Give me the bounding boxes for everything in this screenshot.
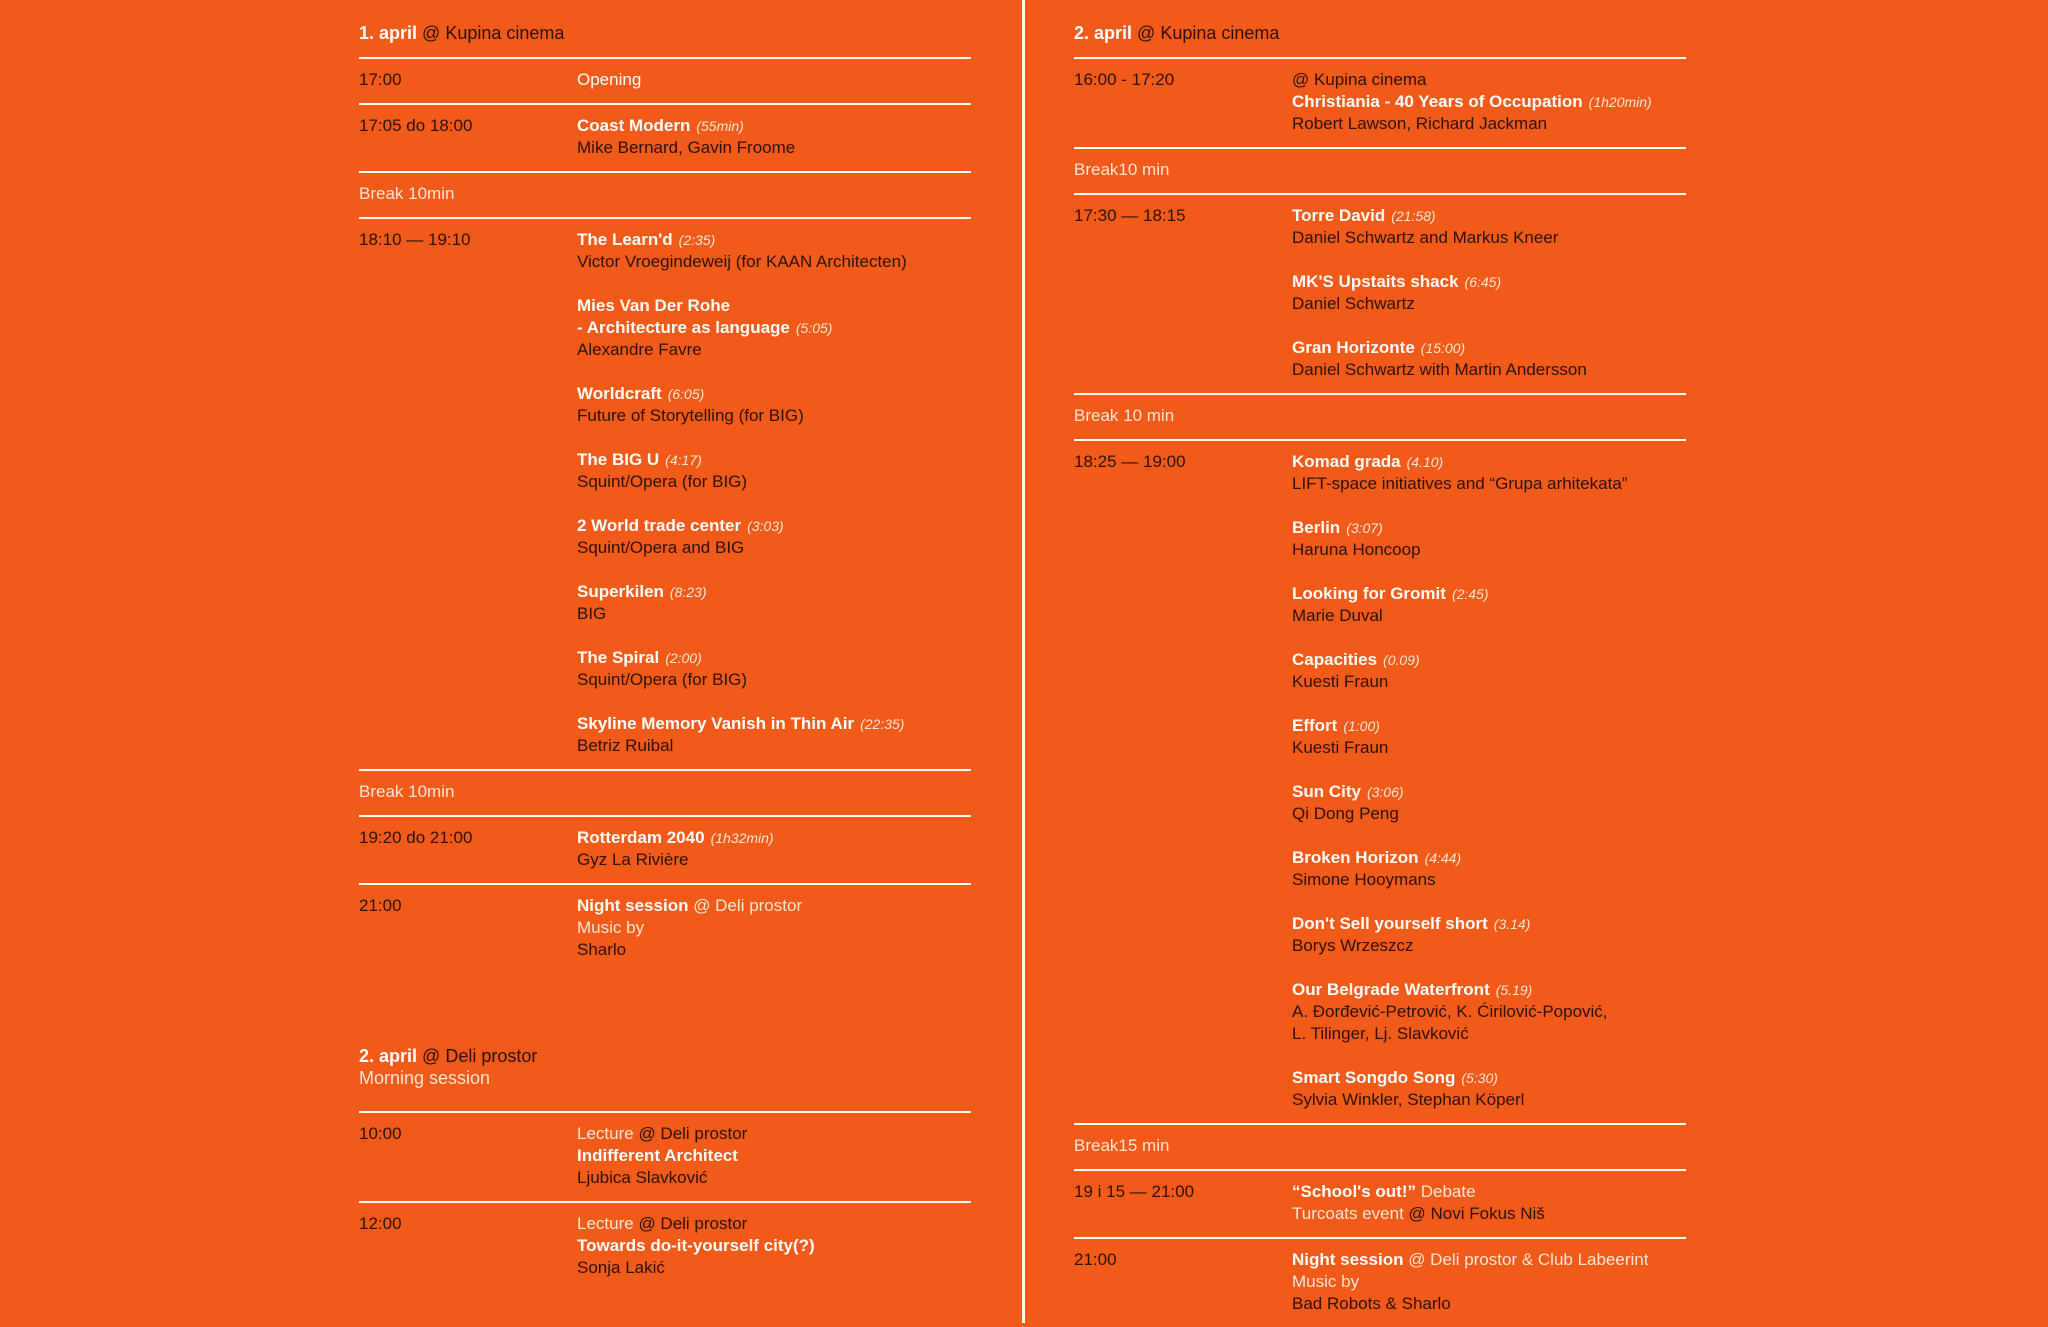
break-row xyxy=(359,771,971,815)
lecture-line xyxy=(577,1213,971,1235)
film-credit: Robert Lawson, Richard Jackman xyxy=(1292,114,1548,133)
lecture-item xyxy=(577,1213,971,1279)
lecture-item xyxy=(577,1123,971,1189)
break-label: Break15 min xyxy=(1074,1136,1170,1155)
break-label: Break 10 min xyxy=(1074,406,1175,425)
film-duration: (8:23) xyxy=(669,584,707,600)
music-artist: Sharlo xyxy=(577,940,627,959)
day-date: 2. april xyxy=(1074,23,1133,43)
debate-type: Debate xyxy=(1420,1182,1476,1201)
film-duration: (15:00) xyxy=(1420,340,1466,356)
opening-label: Opening xyxy=(577,70,642,89)
film-duration: (5.19) xyxy=(1495,982,1533,998)
film-title: Rotterdam 2040 xyxy=(577,828,705,847)
music-by-label: Music by xyxy=(577,918,645,937)
film-duration: (55min) xyxy=(696,118,744,134)
right-column xyxy=(1074,0,1686,1327)
film-duration: (6:05) xyxy=(667,386,705,402)
film-credit: Alexandre Favre xyxy=(577,340,702,359)
schedule-row xyxy=(359,1113,971,1201)
film-duration: (21:58) xyxy=(1391,208,1436,224)
schedule-row xyxy=(1074,1171,1686,1237)
film-credit: Betriz Ruibal xyxy=(577,736,674,755)
time-slot: 10:00 xyxy=(359,1124,402,1143)
film-title: Komad grada xyxy=(1292,452,1401,471)
film-item xyxy=(577,383,971,427)
film-item xyxy=(1292,781,1686,825)
film-duration: (2:00) xyxy=(665,650,702,666)
film-title: Skyline Memory Vanish in Thin Air xyxy=(577,714,855,733)
film-duration: (4:17) xyxy=(665,452,702,468)
film-credit: Borys Wrzeszcz xyxy=(1292,936,1414,955)
film-credit: Daniel Schwartz xyxy=(1292,294,1415,313)
film-title: Mies Van Der Rohe xyxy=(577,296,731,315)
day-header-april-2 xyxy=(1074,0,1686,57)
debate-title: “School's out!” xyxy=(1292,1182,1416,1201)
film-duration: (6:45) xyxy=(1464,274,1502,290)
film-title: MK'S Upstaits shack xyxy=(1292,272,1459,291)
film-title: Torre David xyxy=(1292,206,1386,225)
film-item xyxy=(577,449,971,493)
film-credit: Simone Hooymans xyxy=(1292,870,1436,889)
night-session-item xyxy=(577,895,971,961)
left-column xyxy=(359,0,971,1291)
film-title: Looking for Gromit xyxy=(1292,584,1446,603)
film-duration: (1:00) xyxy=(1343,718,1380,734)
day-header-april-1 xyxy=(359,0,971,57)
film-credit: Kuesti Fraun xyxy=(1292,672,1389,691)
music-artist: Bad Robots & Sharlo xyxy=(1292,1294,1451,1313)
film-item xyxy=(577,295,971,361)
film-duration: (3:07) xyxy=(1346,520,1383,536)
film-title: Worldcraft xyxy=(577,384,662,403)
film-item xyxy=(1292,715,1686,759)
film-duration: (5:30) xyxy=(1461,1070,1498,1086)
film-duration: (4.10) xyxy=(1406,454,1444,470)
film-credit: Future of Storytelling (for BIG) xyxy=(577,406,804,425)
lecture-label: Lecture xyxy=(577,1214,634,1233)
film-item xyxy=(1292,1067,1686,1111)
film-item xyxy=(1292,69,1686,135)
film-duration: (2:45) xyxy=(1451,586,1489,602)
lecture-title: Towards do-it-yourself city(?) xyxy=(577,1236,815,1255)
day-venue: @ Kupina cinema xyxy=(422,23,565,43)
film-title: Don't Sell yourself short xyxy=(1292,914,1488,933)
music-by-label: Music by xyxy=(1292,1272,1360,1291)
film-item xyxy=(1292,913,1686,957)
film-duration: (1h20min) xyxy=(1588,94,1652,110)
schedule-row xyxy=(1074,1239,1686,1327)
film-title-line2: - Architecture as language xyxy=(577,318,790,337)
break-label: Break 10min xyxy=(359,184,455,203)
time-slot: 17:05 do 18:00 xyxy=(359,116,473,135)
debate-event: Turcoats event xyxy=(1292,1204,1404,1223)
film-duration: (22:35) xyxy=(860,716,905,732)
film-credit: Daniel Schwartz and Markus Kneer xyxy=(1292,228,1559,247)
film-title: The Spiral xyxy=(577,648,660,667)
film-credit: Qi Dong Peng xyxy=(1292,804,1399,823)
debate-event-line xyxy=(1292,1203,1686,1225)
film-title: Sun City xyxy=(1292,782,1361,801)
film-credit: Daniel Schwartz with Martin Andersson xyxy=(1292,360,1587,379)
schedule-row xyxy=(359,59,971,103)
lecture-line xyxy=(577,1123,971,1145)
film-item xyxy=(1292,583,1686,627)
film-title: Effort xyxy=(1292,716,1338,735)
time-slot: 18:25 — 19:00 xyxy=(1074,452,1186,471)
film-title: Our Belgrade Waterfront xyxy=(1292,980,1490,999)
film-item xyxy=(1292,979,1686,1045)
day-date: 1. april xyxy=(359,23,418,43)
night-session-title: Night session xyxy=(577,896,689,915)
film-credit: Gyz La Rivière xyxy=(577,850,689,869)
lecture-venue: @ Deli prostor xyxy=(638,1124,748,1143)
screening-venue: @ Kupina cinema xyxy=(1292,70,1427,89)
film-item xyxy=(577,515,971,559)
film-item xyxy=(577,713,971,757)
film-title: 2 World trade center xyxy=(577,516,742,535)
film-credit: LIFT-space initiatives and “Grupa arhitekata” xyxy=(1292,474,1628,493)
break-label: Break 10min xyxy=(359,782,455,801)
schedule-row xyxy=(359,817,971,883)
night-session-venue: @ Deli prostor xyxy=(693,896,803,915)
film-credit-line2: L. Tilinger, Lj. Slavković xyxy=(1292,1024,1469,1043)
night-session-venue: @ Deli prostor & Club Labeerint xyxy=(1408,1250,1649,1269)
time-slot: 12:00 xyxy=(359,1214,402,1233)
film-credit: Kuesti Fraun xyxy=(1292,738,1389,757)
film-item xyxy=(1292,337,1686,381)
day-date: 2. april xyxy=(359,1046,418,1066)
break-row xyxy=(359,173,971,217)
day-header-april-2-morning xyxy=(359,1045,971,1111)
schedule-row xyxy=(1074,195,1686,393)
film-title: Gran Horizonte xyxy=(1292,338,1415,357)
film-item xyxy=(577,647,971,691)
film-title: Capacities xyxy=(1292,650,1378,669)
film-duration: (3:06) xyxy=(1366,784,1404,800)
film-duration: (4:44) xyxy=(1424,850,1462,866)
debate-venue: @ Novi Fokus Niš xyxy=(1408,1204,1545,1223)
lecturer: Sonja Lakić xyxy=(577,1258,665,1277)
film-title: Berlin xyxy=(1292,518,1341,537)
time-slot: 18:10 — 19:10 xyxy=(359,230,471,249)
film-duration: (2:35) xyxy=(678,232,716,248)
film-credit: Victor Vroegindeweij (for KAAN Architecten) xyxy=(577,252,907,271)
film-credit: Mike Bernard, Gavin Froome xyxy=(577,138,796,157)
night-session-item xyxy=(1292,1249,1686,1315)
time-slot: 16:00 - 17:20 xyxy=(1074,70,1175,89)
film-title: Coast Modern xyxy=(577,116,691,135)
film-credit: Squint/Opera (for BIG) xyxy=(577,472,748,491)
time-slot: 21:00 xyxy=(1074,1250,1117,1269)
film-title: Smart Songdo Song xyxy=(1292,1068,1456,1087)
film-duration: (5:05) xyxy=(795,320,833,336)
center-divider xyxy=(1022,0,1025,1323)
film-title: The BIG U xyxy=(577,450,660,469)
day-venue: @ Deli prostor xyxy=(422,1046,538,1066)
debate-item xyxy=(1292,1181,1686,1225)
film-duration: (3.14) xyxy=(1493,916,1531,932)
schedule-row xyxy=(1074,441,1686,1123)
film-item xyxy=(1292,205,1686,249)
lecture-venue: @ Deli prostor xyxy=(638,1214,748,1233)
schedule-row xyxy=(359,105,971,171)
time-slot: 17:30 — 18:15 xyxy=(1074,206,1186,225)
film-credit: Marie Duval xyxy=(1292,606,1383,625)
session-subtitle: Morning session xyxy=(359,1068,491,1088)
film-duration: (3:03) xyxy=(747,518,784,534)
film-item xyxy=(577,229,971,273)
schedule-row xyxy=(359,885,971,973)
break-row xyxy=(1074,149,1686,193)
lecture-label: Lecture xyxy=(577,1124,634,1143)
schedule-row xyxy=(1074,59,1686,147)
film-title: The Learn'd xyxy=(577,230,673,249)
schedule-row xyxy=(359,219,971,769)
film-item xyxy=(577,827,971,871)
day-venue: @ Kupina cinema xyxy=(1137,23,1280,43)
film-credit: A. Đorđević-Petrović, K. Ćirilović-Popović, xyxy=(1292,1002,1608,1021)
night-session-title: Night session xyxy=(1292,1250,1404,1269)
film-credit: Squint/Opera and BIG xyxy=(577,538,745,557)
film-credit: Sylvia Winkler, Stephan Köperl xyxy=(1292,1090,1525,1109)
film-item xyxy=(1292,649,1686,693)
break-label: Break10 min xyxy=(1074,160,1170,179)
film-credit: Haruna Honcoop xyxy=(1292,540,1421,559)
time-slot: 17:00 xyxy=(359,70,402,89)
film-item xyxy=(1292,847,1686,891)
schedule-row xyxy=(359,1203,971,1291)
film-title: Christiania - 40 Years of Occupation xyxy=(1292,92,1583,111)
film-item xyxy=(1292,271,1686,315)
time-slot: 19:20 do 21:00 xyxy=(359,828,473,847)
film-item xyxy=(577,581,971,625)
film-credit: Squint/Opera (for BIG) xyxy=(577,670,748,689)
film-item xyxy=(1292,517,1686,561)
break-row xyxy=(1074,395,1686,439)
break-row xyxy=(1074,1125,1686,1169)
time-slot: 19 i 15 — 21:00 xyxy=(1074,1182,1195,1201)
lecturer: Ljubica Slavković xyxy=(577,1168,708,1187)
film-credit: BIG xyxy=(577,604,607,623)
film-title: Superkilen xyxy=(577,582,664,601)
film-item xyxy=(577,115,971,159)
lecture-title: Indifferent Architect xyxy=(577,1146,738,1165)
film-duration: (0.09) xyxy=(1383,652,1420,668)
film-duration: (1h32min) xyxy=(710,830,774,846)
time-slot: 21:00 xyxy=(359,896,402,915)
film-title: Broken Horizon xyxy=(1292,848,1419,867)
film-item xyxy=(1292,451,1686,495)
